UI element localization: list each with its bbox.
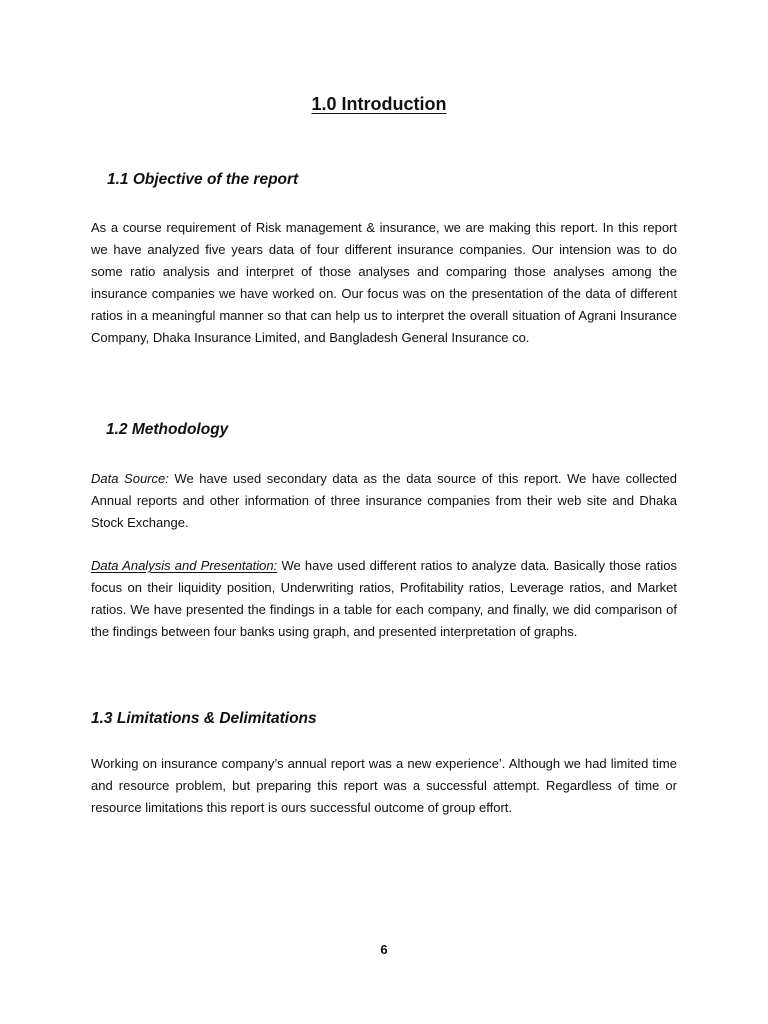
section-heading-methodology: 1.2 Methodology bbox=[106, 421, 229, 438]
data-source-text: We have used secondary data as the data source of this report. We have collected Annual reports and other information of three insurance companies from their web site and Dhaka Stock Exchange. bbox=[91, 471, 677, 530]
data-analysis-paragraph bbox=[91, 555, 677, 643]
data-source-label: Data Source: bbox=[91, 471, 169, 486]
section-heading-limitations: 1.3 Limitations & Delimitations bbox=[91, 710, 317, 727]
data-analysis-text: We have used different ratios to analyze data. Basically those ratios focus on their liquidity position, Underwriting ratios, Profitability ratios, Leverage ratios, and Market ratios. We have presented the findings in a table for each company, and finally, we did comparison of the findings between four banks using graph, and presented interpretation of graphs. bbox=[91, 558, 678, 639]
page-number: 6 bbox=[380, 942, 388, 957]
page-title bbox=[0, 94, 768, 115]
limitations-paragraph: Working on insurance company’s annual report was a new experience’. Although we had limited time and resource problem, but preparing this report was a successful attempt. Regardless of time or resource limitations this report is ours successful outcome of group effort. bbox=[91, 756, 677, 815]
data-source-paragraph bbox=[91, 468, 677, 534]
page-title-text: 1.0 Introduction bbox=[311, 94, 447, 114]
data-analysis-label: Data Analysis and Presentation: bbox=[91, 558, 278, 573]
objective-paragraph: As a course requirement of Risk management & insurance, we are making this report. In this report we have analyzed five years data of four different insurance companies. Our intension was to do some ratio analysis and interpret of those analyses and comparing those analyses among the insurance companies we have worked on. Our focus was on the presentation of the data of different ratios in a meaningful manner so that can help us to interpret the overall situation of Agrani Insurance Company, Dhaka Insurance Limited, and Bangladesh General Insurance co. bbox=[91, 220, 677, 345]
section-heading-objective: 1.1 Objective of the report bbox=[107, 171, 299, 188]
